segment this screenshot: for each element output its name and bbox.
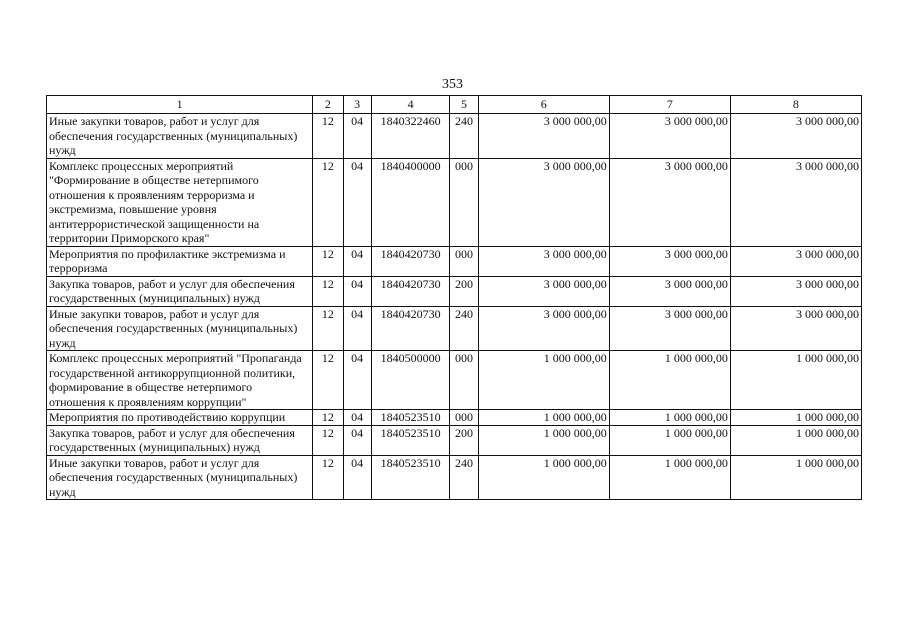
item-name-cell: Закупка товаров, работ и услуг для обеспечения государственных (муниципальных) нужд xyxy=(47,276,313,306)
amount-cell: 3 000 000,00 xyxy=(609,246,730,276)
amount-cell: 3 000 000,00 xyxy=(730,114,861,159)
expense-type-cell: 240 xyxy=(450,114,478,159)
target-article-cell: 1840523510 xyxy=(371,455,450,500)
amount-cell: 1 000 000,00 xyxy=(478,425,609,455)
amount-cell: 1 000 000,00 xyxy=(609,455,730,500)
amount-cell: 3 000 000,00 xyxy=(478,276,609,306)
section-code-cell: 12 xyxy=(313,455,343,500)
expense-type-cell: 200 xyxy=(450,425,478,455)
item-name-cell: Иные закупки товаров, работ и услуг для обеспечения государственных (муниципальных) нужд xyxy=(47,306,313,351)
column-header: 6 xyxy=(478,96,609,114)
subsection-code-cell: 04 xyxy=(343,306,371,351)
target-article-cell: 1840400000 xyxy=(371,158,450,246)
target-article-cell: 1840523510 xyxy=(371,425,450,455)
amount-cell: 3 000 000,00 xyxy=(730,306,861,351)
section-code-cell: 12 xyxy=(313,410,343,426)
amount-cell: 3 000 000,00 xyxy=(478,114,609,159)
table-row xyxy=(47,276,862,306)
column-header: 8 xyxy=(730,96,861,114)
amount-cell: 1 000 000,00 xyxy=(609,410,730,426)
amount-cell: 1 000 000,00 xyxy=(730,351,861,410)
amount-cell: 3 000 000,00 xyxy=(609,158,730,246)
expense-type-cell: 000 xyxy=(450,246,478,276)
amount-cell: 1 000 000,00 xyxy=(609,351,730,410)
amount-cell: 3 000 000,00 xyxy=(730,158,861,246)
table-row xyxy=(47,114,862,159)
target-article-cell: 1840420730 xyxy=(371,306,450,351)
subsection-code-cell: 04 xyxy=(343,351,371,410)
column-header: 7 xyxy=(609,96,730,114)
subsection-code-cell: 04 xyxy=(343,425,371,455)
subsection-code-cell: 04 xyxy=(343,410,371,426)
amount-cell: 3 000 000,00 xyxy=(609,114,730,159)
target-article-cell: 1840420730 xyxy=(371,276,450,306)
table-row xyxy=(47,351,862,410)
amount-cell: 3 000 000,00 xyxy=(478,306,609,351)
subsection-code-cell: 04 xyxy=(343,276,371,306)
amount-cell: 1 000 000,00 xyxy=(609,425,730,455)
amount-cell: 3 000 000,00 xyxy=(478,158,609,246)
expense-type-cell: 000 xyxy=(450,158,478,246)
amount-cell: 1 000 000,00 xyxy=(730,410,861,426)
column-header: 1 xyxy=(47,96,313,114)
column-header: 4 xyxy=(371,96,450,114)
item-name-cell: Мероприятия по профилактике экстремизма и терроризма xyxy=(47,246,313,276)
target-article-cell: 1840420730 xyxy=(371,246,450,276)
amount-cell: 3 000 000,00 xyxy=(730,276,861,306)
budget-table xyxy=(46,95,862,500)
subsection-code-cell: 04 xyxy=(343,114,371,159)
column-header: 5 xyxy=(450,96,478,114)
amount-cell: 3 000 000,00 xyxy=(609,306,730,351)
item-name-cell: Закупка товаров, работ и услуг для обеспечения государственных (муниципальных) нужд xyxy=(47,425,313,455)
amount-cell: 1 000 000,00 xyxy=(730,425,861,455)
table-row xyxy=(47,425,862,455)
amount-cell: 3 000 000,00 xyxy=(609,276,730,306)
item-name-cell: Иные закупки товаров, работ и услуг для обеспечения государственных (муниципальных) нужд xyxy=(47,455,313,500)
expense-type-cell: 200 xyxy=(450,276,478,306)
table-row xyxy=(47,158,862,246)
section-code-cell: 12 xyxy=(313,351,343,410)
table-row xyxy=(47,246,862,276)
section-code-cell: 12 xyxy=(313,276,343,306)
item-name-cell: Комплекс процессных мероприятий "Пропаганда государственной антикоррупционной политики, формирование в обществе нетерпимого отношения к проявлениям коррупции" xyxy=(47,351,313,410)
table-row xyxy=(47,306,862,351)
expense-type-cell: 000 xyxy=(450,410,478,426)
section-code-cell: 12 xyxy=(313,306,343,351)
section-code-cell: 12 xyxy=(313,158,343,246)
target-article-cell: 1840523510 xyxy=(371,410,450,426)
amount-cell: 3 000 000,00 xyxy=(478,246,609,276)
subsection-code-cell: 04 xyxy=(343,455,371,500)
amount-cell: 1 000 000,00 xyxy=(478,455,609,500)
amount-cell: 1 000 000,00 xyxy=(478,351,609,410)
table-row xyxy=(47,455,862,500)
target-article-cell: 1840322460 xyxy=(371,114,450,159)
item-name-cell: Иные закупки товаров, работ и услуг для обеспечения государственных (муниципальных) нужд xyxy=(47,114,313,159)
table-row xyxy=(47,410,862,426)
expense-type-cell: 240 xyxy=(450,306,478,351)
amount-cell: 3 000 000,00 xyxy=(730,246,861,276)
amount-cell: 1 000 000,00 xyxy=(730,455,861,500)
section-code-cell: 12 xyxy=(313,114,343,159)
expense-type-cell: 240 xyxy=(450,455,478,500)
header-row xyxy=(47,96,862,114)
column-header: 3 xyxy=(343,96,371,114)
column-header: 2 xyxy=(313,96,343,114)
page-number: 353 xyxy=(442,77,463,92)
subsection-code-cell: 04 xyxy=(343,158,371,246)
subsection-code-cell: 04 xyxy=(343,246,371,276)
item-name-cell: Комплекс процессных мероприятий "Формирование в обществе нетерпимого отношения к проявлениям терроризма и экстремизма, повышение уровня антитеррористической защищенности на территории Приморского края" xyxy=(47,158,313,246)
section-code-cell: 12 xyxy=(313,246,343,276)
item-name-cell: Мероприятия по противодействию коррупции xyxy=(47,410,313,426)
target-article-cell: 1840500000 xyxy=(371,351,450,410)
expense-type-cell: 000 xyxy=(450,351,478,410)
amount-cell: 1 000 000,00 xyxy=(478,410,609,426)
section-code-cell: 12 xyxy=(313,425,343,455)
